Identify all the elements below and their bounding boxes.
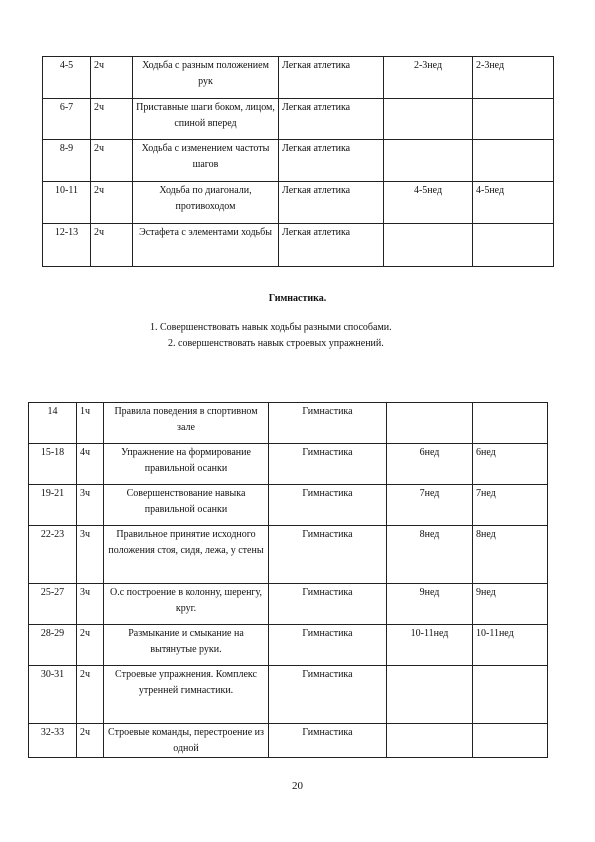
cell-section: Легкая атлетика — [279, 224, 384, 267]
table-row — [43, 224, 554, 267]
cell-topic: О.с построение в колонну, шеренгу, круг. — [104, 584, 269, 625]
cell-hours: 3ч — [77, 584, 104, 625]
table-row — [43, 99, 554, 140]
cell-actual-week: 8нед — [473, 526, 548, 584]
cell-lesson-number: 8-9 — [43, 140, 91, 182]
cell-hours: 1ч — [77, 403, 104, 444]
cell-section: Гимнастика — [269, 444, 387, 485]
cell-planned-week — [384, 140, 473, 182]
table-row — [29, 666, 548, 724]
cell-planned-week — [387, 724, 473, 758]
cell-hours: 2ч — [77, 666, 104, 724]
table-row — [43, 182, 554, 224]
cell-hours: 2ч — [77, 625, 104, 666]
cell-planned-week: 9нед — [387, 584, 473, 625]
cell-actual-week — [473, 140, 554, 182]
cell-actual-week — [473, 224, 554, 267]
cell-hours: 2ч — [77, 724, 104, 758]
section-title: Гимнастика. — [268, 293, 327, 304]
table-row — [43, 140, 554, 182]
cell-hours: 2ч — [91, 140, 133, 182]
cell-section: Гимнастика — [269, 724, 387, 758]
table-row — [29, 625, 548, 666]
cell-topic: Приставные шаги боком, лицом, спиной вперед — [133, 99, 279, 140]
cell-section: Легкая атлетика — [279, 182, 384, 224]
cell-section: Легкая атлетика — [279, 140, 384, 182]
cell-section: Легкая атлетика — [279, 99, 384, 140]
lesson-plan-table-gymnastics — [28, 402, 548, 758]
cell-hours: 2ч — [91, 224, 133, 267]
table-row — [29, 485, 548, 526]
table-row — [29, 444, 548, 485]
cell-section: Гимнастика — [269, 403, 387, 444]
cell-lesson-number: 15-18 — [29, 444, 77, 485]
cell-actual-week: 7нед — [473, 485, 548, 526]
cell-lesson-number: 14 — [29, 403, 77, 444]
cell-hours: 4ч — [77, 444, 104, 485]
cell-topic: Ходьба с разным положением рук — [133, 57, 279, 99]
cell-actual-week — [473, 99, 554, 140]
cell-topic: Ходьба по диагонали, противоходом — [133, 182, 279, 224]
cell-planned-week — [384, 224, 473, 267]
cell-hours: 3ч — [77, 485, 104, 526]
cell-actual-week — [473, 666, 548, 724]
table-body — [29, 403, 548, 758]
cell-lesson-number: 25-27 — [29, 584, 77, 625]
cell-planned-week: 6нед — [387, 444, 473, 485]
cell-section: Гимнастика — [269, 666, 387, 724]
cell-topic: Размыкание и смыкание на вытянутые руки. — [104, 625, 269, 666]
lesson-plan-table-athletics — [42, 56, 554, 267]
cell-lesson-number: 19-21 — [29, 485, 77, 526]
cell-section: Гимнастика — [269, 485, 387, 526]
cell-actual-week — [473, 403, 548, 444]
table-row — [29, 403, 548, 444]
cell-topic: Эстафета с элементами ходьбы — [133, 224, 279, 267]
cell-planned-week: 8нед — [387, 526, 473, 584]
cell-topic: Правила поведения в спортивном зале — [104, 403, 269, 444]
cell-planned-week: 4-5нед — [384, 182, 473, 224]
cell-lesson-number: 6-7 — [43, 99, 91, 140]
page-number: 20 — [292, 780, 303, 792]
table-row — [29, 584, 548, 625]
cell-topic: Правильное принятие исходного положения стоя, сидя, лежа, у стены — [104, 526, 269, 584]
cell-actual-week: 10-11нед — [473, 625, 548, 666]
cell-section: Гимнастика — [269, 625, 387, 666]
cell-section: Гимнастика — [269, 526, 387, 584]
cell-hours: 2ч — [91, 99, 133, 140]
cell-hours: 2ч — [91, 57, 133, 99]
cell-lesson-number: 12-13 — [43, 224, 91, 267]
cell-actual-week: 6нед — [473, 444, 548, 485]
cell-section: Гимнастика — [269, 584, 387, 625]
goals-list — [150, 320, 392, 352]
goal-item: 2. совершенствовать навык строевых упражнений. — [168, 338, 384, 349]
table-row — [29, 526, 548, 584]
cell-topic: Упражнение на формирование правильной осанки — [104, 444, 269, 485]
cell-planned-week: 2-3нед — [384, 57, 473, 99]
cell-topic: Совершенствование навыка правильной осанки — [104, 485, 269, 526]
cell-planned-week: 10-11нед — [387, 625, 473, 666]
cell-hours: 2ч — [91, 182, 133, 224]
cell-lesson-number: 28-29 — [29, 625, 77, 666]
cell-planned-week: 7нед — [387, 485, 473, 526]
cell-topic: Строевые команды, перестроение из одной — [104, 724, 269, 758]
table-row — [29, 724, 548, 758]
cell-lesson-number: 10-11 — [43, 182, 91, 224]
cell-actual-week: 2-3нед — [473, 57, 554, 99]
cell-topic: Строевые упражнения. Комплекс утренней гимнастики. — [104, 666, 269, 724]
table-body — [43, 57, 554, 267]
cell-actual-week: 4-5нед — [473, 182, 554, 224]
cell-lesson-number: 30-31 — [29, 666, 77, 724]
cell-actual-week — [473, 724, 548, 758]
cell-planned-week — [387, 666, 473, 724]
cell-actual-week: 9нед — [473, 584, 548, 625]
cell-planned-week — [387, 403, 473, 444]
cell-hours: 3ч — [77, 526, 104, 584]
goal-item: 1. Совершенствовать навык ходьбы разными способами. — [150, 322, 392, 333]
table-row — [43, 57, 554, 99]
cell-topic: Ходьба с изменением частоты шагов — [133, 140, 279, 182]
cell-planned-week — [384, 99, 473, 140]
cell-lesson-number: 4-5 — [43, 57, 91, 99]
cell-section: Легкая атлетика — [279, 57, 384, 99]
cell-lesson-number: 22-23 — [29, 526, 77, 584]
cell-lesson-number: 32-33 — [29, 724, 77, 758]
